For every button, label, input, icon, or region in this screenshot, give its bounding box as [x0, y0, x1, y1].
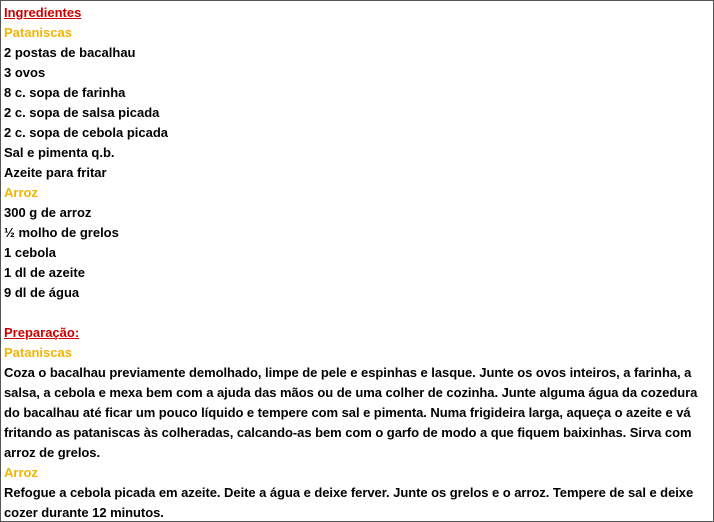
preparation-heading: Preparação:: [4, 325, 80, 340]
ingredient-item: 2 c. sopa de salsa picada: [4, 105, 160, 120]
preparation-pataniscas-text: Coza o bacalhau previamente demolhado, limpe de pele e espinhas e lasque. Junte os ovos inteiros, a farinha, a salsa, a cebola e mexa bem com a ajuda das mãos ou de uma colher de cozinha. Junte alguma água da cozedura do bacalhau até ficar um pouco líquido e tempere com sal e pimenta. Numa frigideira larga, aqueça o azeite e vá fritando as pataniscas às colheradas, calcando-as bem com o garfo de modo a que fiquem baixinhas. Sirva com arroz de grelos.: [4, 365, 698, 460]
ingredients-pataniscas-list: [4, 43, 710, 183]
ingredient-item: Azeite para fritar: [4, 165, 107, 180]
ingredient-item: 9 dl de água: [4, 285, 80, 300]
ingredient-item: 3 ovos: [4, 65, 46, 80]
ingredient-item: 1 cebola: [4, 245, 57, 260]
ingredients-heading: Ingredientes: [4, 5, 82, 20]
ingredient-item: ½ molho de grelos: [4, 225, 119, 240]
ingredient-item: 8 c. sopa de farinha: [4, 85, 126, 100]
ingredient-item: 1 dl de azeite: [4, 265, 85, 280]
preparation-pataniscas-title: Pataniscas: [4, 345, 72, 360]
ingredients-arroz-title: Arroz: [4, 185, 38, 200]
preparation-arroz-title: Arroz: [4, 465, 38, 480]
recipe-content: [4, 3, 710, 522]
ingredient-item: 2 postas de bacalhau: [4, 45, 136, 60]
ingredient-item: 300 g de arroz: [4, 205, 92, 220]
ingredients-pataniscas-title: Pataniscas: [4, 25, 72, 40]
ingredient-item: 2 c. sopa de cebola picada: [4, 125, 169, 140]
section-spacer: [4, 303, 710, 323]
ingredients-arroz-list: [4, 203, 710, 303]
ingredient-item: Sal e pimenta q.b.: [4, 145, 115, 160]
preparation-arroz-text: Refogue a cebola picada em azeite. Deite a água e deixe ferver. Junte os grelos e o arroz. Tempere de sal e deixe cozer durante 12 minutos.: [4, 485, 694, 520]
